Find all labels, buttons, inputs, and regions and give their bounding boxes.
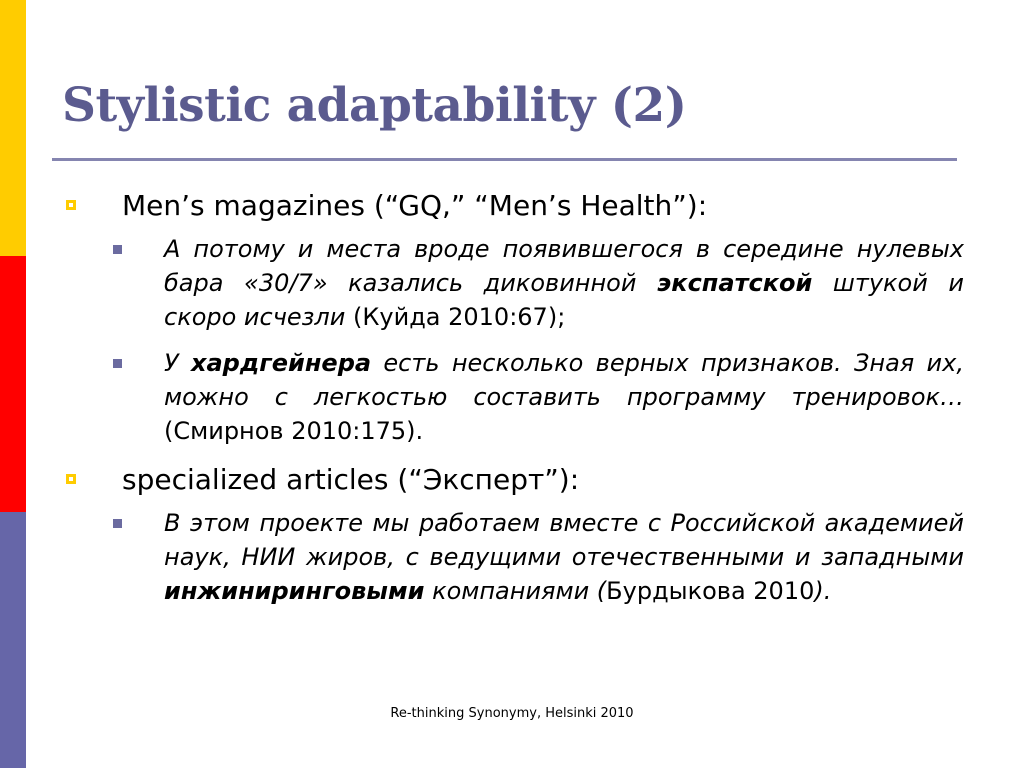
bullet-text: Men’s magazines (“GQ,” “Men’s Health”):	[122, 189, 708, 222]
highlighted-word: инжиниринговыми	[164, 577, 425, 605]
quote-text: есть несколько верных признаков. Зная их, можно с легкостью составить программу тренировок…	[164, 349, 964, 411]
citation: (Куйда 2010:67);	[345, 303, 566, 331]
square-bullet-icon	[113, 519, 122, 528]
square-bullet-icon	[113, 245, 122, 254]
quote-text: В этом проекте мы работаем вместе с Российской академией наук, НИИ жиров, с ведущими отечественными и западными	[164, 509, 964, 571]
quote-text: А потому и места вроде появившегося в середине нулевых бара «30/7» казались диковинной	[164, 235, 964, 297]
bullet-mens-magazines	[60, 186, 965, 226]
quote-text: компаниями (	[424, 577, 607, 605]
accent-stripe-blue	[0, 512, 26, 768]
hollow-square-bullet-icon	[66, 474, 76, 484]
highlighted-word: хардгейнера	[190, 349, 372, 377]
quote-text: ).	[814, 577, 832, 605]
accent-stripe-yellow	[0, 0, 26, 256]
sub-bullet-smirnov-quote	[164, 346, 964, 448]
slide-footer: Re-thinking Synonymy, Helsinki 2010	[390, 706, 634, 721]
accent-stripe-red	[0, 256, 26, 512]
quote-text: У	[164, 349, 191, 377]
slide-title: Stylistic adaptability (2)	[62, 78, 687, 133]
sub-bullet-burdykova-quote	[164, 506, 964, 608]
quote-text: штукой и скоро исчезли	[164, 269, 964, 331]
citation: Бурдыкова 2010	[606, 577, 815, 605]
sub-bullet-kuyda-quote	[164, 232, 964, 334]
citation: (Смирнов 2010:175).	[164, 417, 424, 445]
square-bullet-icon	[113, 359, 122, 368]
highlighted-word: экспатской	[657, 269, 813, 297]
bullet-specialized-articles	[60, 460, 965, 500]
hollow-square-bullet-icon	[66, 200, 76, 210]
title-underline	[52, 158, 957, 161]
bullet-text: specialized articles (“Эксперт”):	[122, 463, 580, 496]
slide-content	[60, 186, 965, 608]
